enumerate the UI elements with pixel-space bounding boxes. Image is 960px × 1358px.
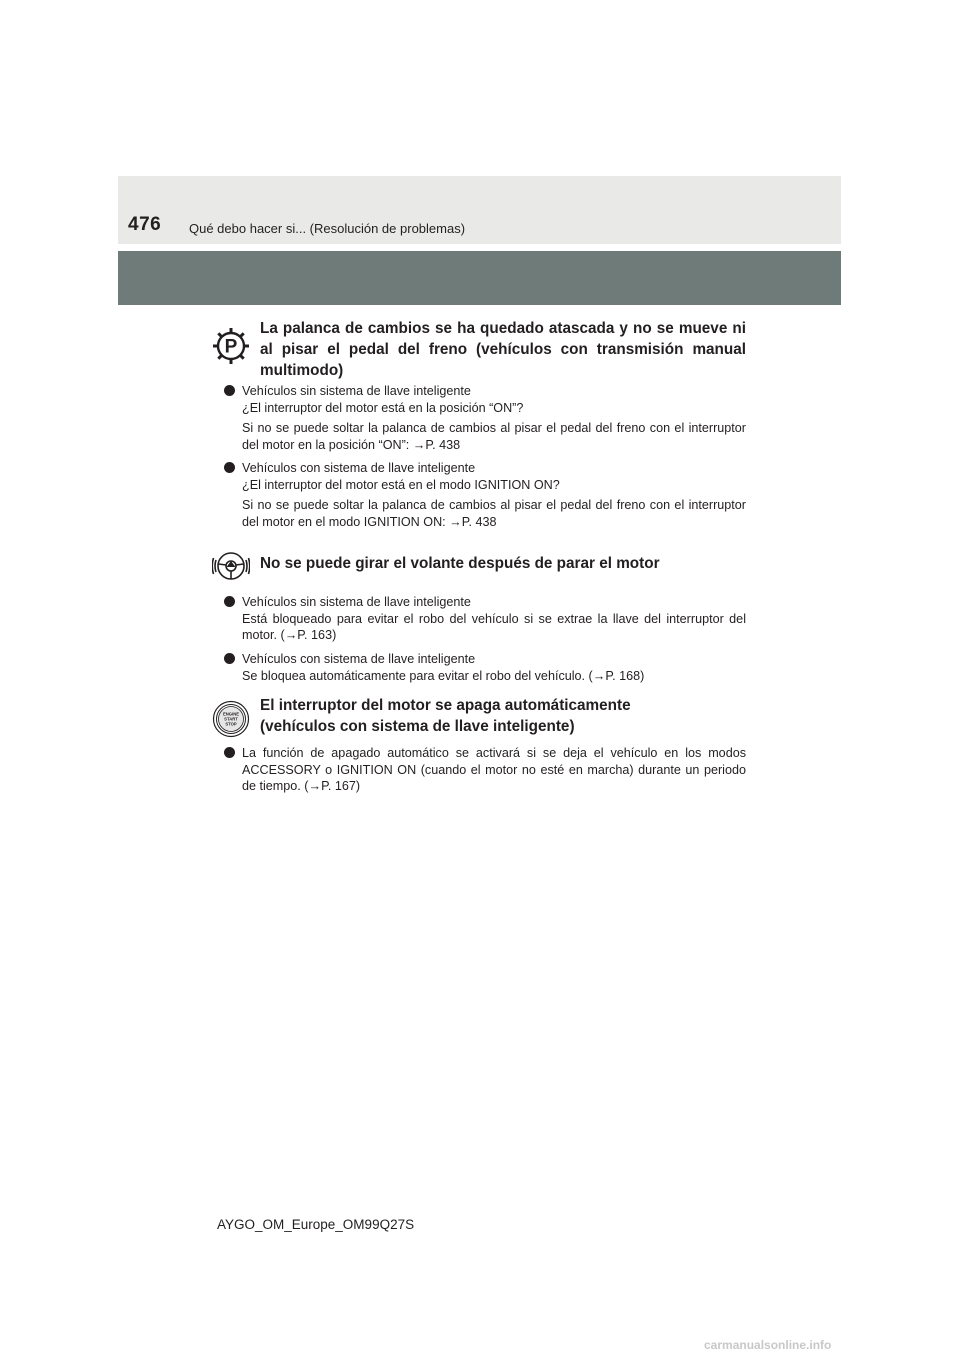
list-item <box>224 460 746 530</box>
icon-label: ENGINE <box>222 711 240 717</box>
item-answer: Si no se puede soltar la palanca de cambios al pisar el pedal del freno con el interruptor del motor en el modo IGNITION ON: →P. 438 <box>242 498 746 529</box>
list-item <box>224 745 746 795</box>
section-title-line: El interruptor del motor se apaga automáticamente <box>260 697 631 714</box>
item-question: ¿El interruptor del motor está en el modo IGNITION ON? <box>242 477 560 492</box>
section-title: No se puede girar el volante después de parar el motor <box>260 555 660 572</box>
list-item <box>224 594 746 644</box>
svg-text:P: P <box>224 336 238 358</box>
document-code: AYGO_OM_Europe_OM99Q27S <box>217 1217 415 1232</box>
icon-label: STOP <box>225 721 237 727</box>
bullet-icon <box>224 596 235 607</box>
bullet-icon <box>224 385 235 396</box>
page-header <box>118 176 841 244</box>
item-question: ¿El interruptor del motor está en la posición “ON”? <box>242 400 524 415</box>
bullet-icon <box>224 462 235 473</box>
header-band <box>118 251 841 305</box>
chapter-title: Qué debo hacer si... (Resolución de problemas) <box>189 221 466 236</box>
watermark: carmanualsonline.info <box>704 1338 832 1352</box>
icon-label: START <box>224 716 238 722</box>
gear-p-icon <box>212 327 250 365</box>
list-item <box>224 383 746 453</box>
item-answer: La función de apagado automático se activará si se deja el vehículo en los modos ACCESSORY o IGNITION ON (cuando el motor no esté en marcha) durante un periodo de tiempo. (→P. 167) <box>242 746 746 793</box>
engine-start-stop-icon <box>212 700 250 738</box>
section-title <box>260 695 746 737</box>
item-answer: Está bloqueado para evitar el robo del vehículo si se extrae la llave del interruptor del motor. (→P. 163) <box>242 611 746 642</box>
page-number: 476 <box>128 214 162 235</box>
item-answer: Se bloquea automáticamente para evitar el robo del vehículo. (→P. 168) <box>242 668 645 683</box>
item-heading: Vehículos sin sistema de llave inteligente <box>242 595 471 609</box>
item-heading: Vehículos con sistema de llave inteligente <box>242 461 476 475</box>
list-item <box>224 651 746 684</box>
item-answer: Si no se puede soltar la palanca de cambios al pisar el pedal del freno con el interruptor del motor en la posición “ON”: →P. 438 <box>242 421 746 452</box>
item-heading: Vehículos con sistema de llave inteligente <box>242 652 476 666</box>
bullet-icon <box>224 653 235 664</box>
bullet-icon <box>224 747 235 758</box>
steering-lock-icon <box>212 547 250 585</box>
section-title: La palanca de cambios se ha quedado atascada y no se mueve ni al pisar el pedal del freno (vehículos con transmisión manual multimodo) <box>260 320 746 379</box>
section-title-line: (vehículos con sistema de llave inteligente) <box>260 718 575 735</box>
item-heading: Vehículos sin sistema de llave inteligente <box>242 384 471 398</box>
